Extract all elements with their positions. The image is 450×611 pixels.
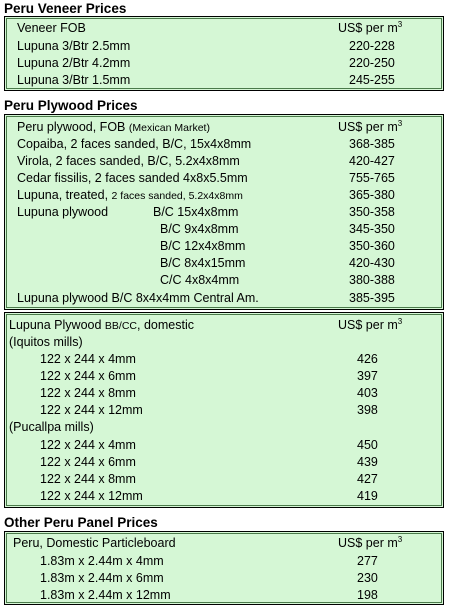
- table-row: 122 x 244 x 12mm 419: [40, 489, 378, 503]
- table-row: 122 x 244 x 6mm 439: [40, 455, 378, 469]
- table-row: 122 x 244 x 6mm 397: [40, 369, 378, 383]
- table-header: [7, 20, 441, 37]
- table-row: C/C 4x8x4mm 380-388: [160, 273, 395, 287]
- table-row: Lupuna 3/Btr 1.5mm 245-255: [17, 73, 395, 87]
- table-row: 1.83m x 2.44m x 12mm 198: [40, 588, 378, 602]
- other-heading: Other Peru Panel Prices: [4, 515, 158, 530]
- table-row: 122 x 244 x 8mm 403: [40, 386, 378, 400]
- table-row: 122 x 244 x 8mm 427: [40, 472, 378, 486]
- table-row: Lupuna, treated, 2 faces sanded, 5.2x4x8mm 365-380: [17, 188, 395, 202]
- particleboard-table: [4, 531, 444, 605]
- group-label: (Pucallpa mills): [9, 420, 94, 434]
- veneer-header-label: Veneer FOB: [17, 21, 86, 35]
- unit-label: US$ per $m^3$: [338, 119, 403, 134]
- plywood-heading: Peru Plywood Prices: [4, 98, 138, 113]
- table-row: Cedar fissilis, 2 faces sanded 4x8x5.5mm 755-765: [17, 171, 395, 185]
- unit-label: US$ per $m^3$: [338, 317, 403, 332]
- table-header: Peru plywood, FOB (Mexican Market) US$ per $m^3$: [17, 119, 403, 134]
- veneer-heading: Peru Veneer Prices: [4, 1, 127, 16]
- table-row: Lupuna 3/Btr 2.5mm 220-228: [17, 39, 395, 53]
- table-row: 122 x 244 x 12mm 398: [40, 403, 378, 417]
- table-row: Virola, 2 faces sanded, B/C, 5.2x4x8mm 420-427: [17, 154, 395, 168]
- table-row: 122 x 244 x 4mm 450: [40, 438, 378, 452]
- unit-label: US$ per $m^3$: [338, 20, 403, 35]
- table-row: 1.83m x 2.44m x 4mm 277: [40, 554, 378, 568]
- table-row: 122 x 244 x 4mm 426: [40, 352, 378, 366]
- table-header: Peru, Domestic Particleboard US$ per $m^3$: [13, 535, 403, 550]
- domestic-plywood-table: [4, 312, 444, 508]
- table-row: 1.83m x 2.44m x 6mm 230: [40, 571, 378, 585]
- veneer-table: [4, 16, 444, 91]
- table-row: B/C 9x4x8mm 345-350: [160, 222, 395, 236]
- table-header: Lupuna Plywood BB/CC, domestic US$ per $m^3$: [9, 317, 403, 332]
- table-row: B/C 8x4x15mm 420-430: [160, 256, 395, 270]
- plywood-table: [4, 114, 444, 310]
- unit-label: US$ per $m^3$: [338, 535, 403, 550]
- table-row: Lupuna plywood B/C 8x4x4mm Central Am. 385-395: [17, 291, 395, 305]
- table-row: Lupuna plywood B/C 15x4x8mm 350-358: [17, 205, 395, 219]
- table-row: B/C 12x4x8mm 350-360: [160, 239, 395, 253]
- table-row: Lupuna 2/Btr 4.2mm 220-250: [17, 56, 395, 70]
- table-row: Copaiba, 2 faces sanded, B/C, 15x4x8mm 368-385: [17, 137, 395, 151]
- group-label: (Iquitos mills): [9, 335, 83, 349]
